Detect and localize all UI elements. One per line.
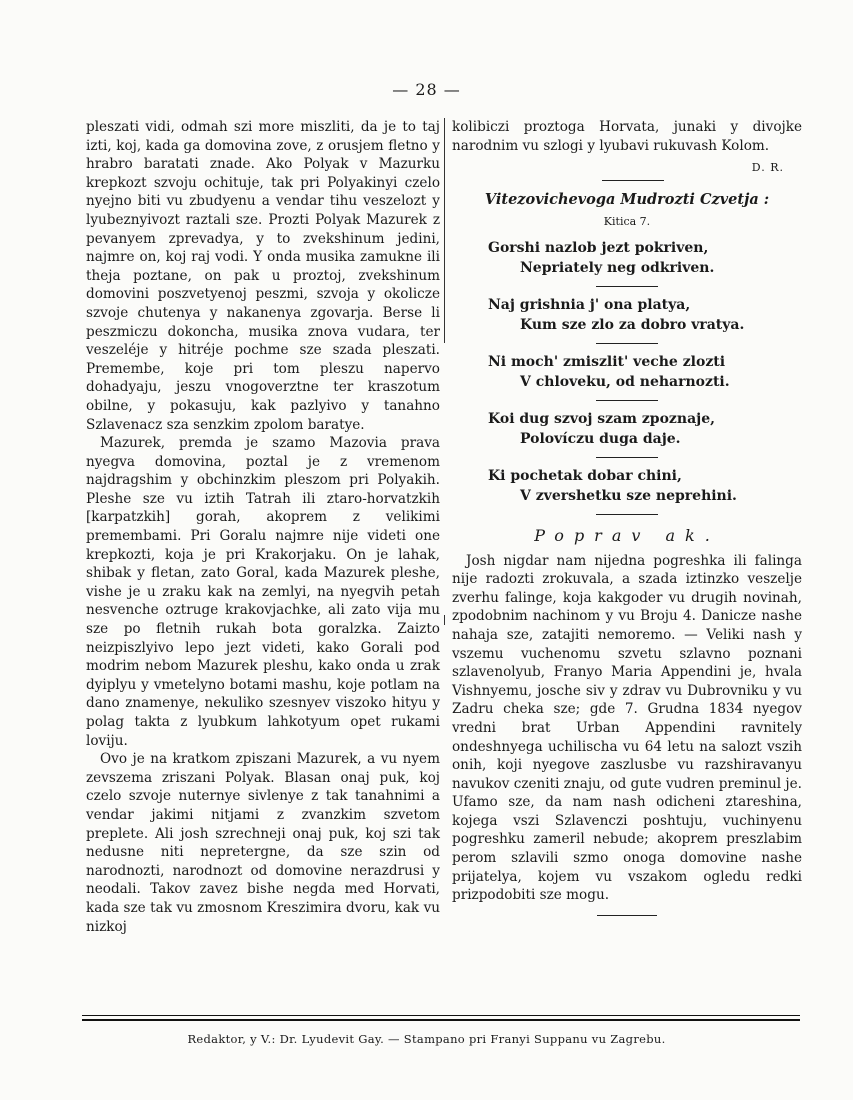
footer-rule bbox=[82, 1015, 800, 1016]
poem-title: Vitezovichevoga Mudrozti Czvetja : bbox=[484, 190, 770, 208]
stanza-line: Nepriately neg odkriven. bbox=[520, 259, 715, 276]
stanza-line: Koi dug szvoj szam zpoznaje, bbox=[488, 410, 715, 427]
right-column bbox=[452, 118, 802, 916]
stanza-rule bbox=[596, 286, 658, 287]
column-divider-lower bbox=[444, 615, 445, 625]
stanza-rule bbox=[596, 343, 658, 344]
stanza-line: V zvershetku sze neprehini. bbox=[520, 487, 737, 504]
stanza-rule bbox=[596, 457, 658, 458]
correction-paragraph: Josh nigdar nam nijedna pogreshka ili falinga nije radozti zrokuvala, a szada iztinzko veszelje zverhu falinge, koja kakgoder vu drugih novinah, zpodobnim nachinom y vu Broju 4. Danicze nashe nahaja sze, zatajiti nemoremo. — Veliki nash y vszemu vuchenomu szvetu szlavno poznani szlavenolyub, Franyo Maria Appendini je, hvala Vishnyemu, josche siv y zdrav vu Dubrovniku y vu Zadru cheka sze; gde 7. Grudna 1834 nyegov vredni brat Urban Appendini ravnitely ondeshnyega uchilischa vu 64 letu na salozt vszih onih, koji nyegove zaszlusbe vu razshiravanyu navukov czeniti znaju, od gute vudren preminul je. Ufamo sze, da nam nash odicheni ztareshina, kojega vszi Szlavenczi poshtuju, vuchinyenu pogreshku zameril nebude; akoprem preszlabim perom szlavili szmo onoga domovine nashe prijatelya, kojem vu vszakom ogledu redki prizpodobiti sze mogu. bbox=[452, 552, 802, 904]
left-column bbox=[86, 118, 440, 936]
author-initials: D. R. bbox=[751, 161, 784, 175]
footer-rule-thick bbox=[82, 1019, 800, 1021]
stanza bbox=[488, 409, 802, 449]
stanza bbox=[488, 466, 802, 506]
stanza bbox=[488, 352, 802, 392]
stanza-label: Kitica 7. bbox=[603, 215, 651, 229]
right-intro-paragraph: kolibiczi proztoga Horvata, junaki y divojke narodnim vu szlogi y lyubavi rukuvash Kolom. bbox=[452, 119, 802, 154]
left-paragraph-1: pleszati vidi, odmah szi more miszliti, da je to taj izti, koj, kada ga domovina zove, z orusjem fletno y hrabro baratati znade. Ako Polyak v Mazurku krepkozt szvoju ochituje, tak pri Polyakinyi czelo nyejno biti vu zbudyenu a vendar tihu veszelozt y lyubeznyivozt raztali sze. Prozti Polyak Mazurek z pevanyem zprevadya, y to zvekshinum jedini, najmre on, koj raj vodi. Y onda musika zamukne ili theja poztane, on pak u proztoj, zvekshinum domovini poszvetyenoj peszmi, szvoja y okolicze szvoje chutenya y nakanenya zgovarja. Berse li peszmiczu dokoncha, musika znova vudara, ter veszeléje y hitréje pochme sze szada pleszati. Premembe, koje pri tom pleszu napervo dohadyaju, jeszu vnogoverztne ter kraszotum obilne, y pokasuju, kak pazlyivo y tanahno Szlavenacz sza senzkim zpolom baratye. bbox=[86, 119, 440, 433]
stanza-line: Gorshi nazlob jezt pokriven, bbox=[488, 239, 709, 256]
column-divider bbox=[444, 118, 445, 343]
section-rule bbox=[596, 514, 658, 515]
stanza-line: Ni moch' zmiszlit' veche zlozti bbox=[488, 353, 726, 370]
left-paragraph-3: Ovo je na kratkom zpiszani Mazurek, a vu nyem zevszema zriszani Polyak. Blasan onaj puk, koj czelo szvoje nuternye sivlenye z tak tanahnimi a vendar jakimi nitjami z zvanzkim szvetom preplete. Ali josh szrechneji onaj puk, koj szi tak nedusne niti nepretergne, da sze szin od narodnozti, narodnozt od domovine nerazdrusi y neodali. Takov zavez bishe negda med Horvati, kada sze tak vu zmosnom Kreszimira dvoru, kak vu nizkoj bbox=[86, 751, 440, 935]
end-rule bbox=[597, 915, 657, 916]
correction-title: Poprav ak. bbox=[534, 525, 720, 545]
stanza-line: Ki pochetak dobar chini, bbox=[488, 467, 682, 484]
stanza-line: Naj grishnia j' ona platya, bbox=[488, 296, 691, 313]
stanza-line: Kum sze zlo za dobro vratya. bbox=[520, 316, 745, 333]
imprint-footer: Redaktor, y V.: Dr. Lyudevit Gay. — Stampano pri Franyi Suppanu vu Zagrebu. bbox=[187, 1032, 666, 1046]
stanza bbox=[488, 295, 802, 335]
stanza-line: Polovíczu duga daje. bbox=[520, 430, 681, 447]
stanza bbox=[488, 238, 802, 278]
stanza-rule bbox=[596, 400, 658, 401]
section-rule bbox=[602, 180, 664, 181]
stanza-line: V chloveku, od neharnozti. bbox=[520, 373, 730, 390]
page-number: — 28 — bbox=[392, 80, 461, 99]
left-paragraph-2: Mazurek, premda je szamo Mazovia prava nyegva domovina, poztal je z vremenom najdragshim y obchinzkim pleszom pri Polyakih. Pleshe sze vu iztih Tatrah ili ztaro-horvatzkih [karpatzkih] gorah, akoprem z velikimi premembami. Pri Goralu najmre nije videti one krepkozti, koja je pri Krakorjaku. On je lahak, shibak y fletan, zato Goral, kada Mazurek pleshe, vishe je u zraku kak na zemlyi, na nyegvih petah nesvenche oztruge krakovjachke, ali zato vija mu sze po fletnih rukah bota goralzka. Zaizto neizpiszlyivo lepo jezt videti, kako Gorali pod modrim nebom Mazurek pleshu, kako onda u zrak dyiplyu y vmetelyno botami mashu, koje potlam na dano znamenye, nekuliko szesnyev viszoko hityu y polag takta z lyubkum lahkotyum opet rukami loviju. bbox=[86, 435, 440, 749]
